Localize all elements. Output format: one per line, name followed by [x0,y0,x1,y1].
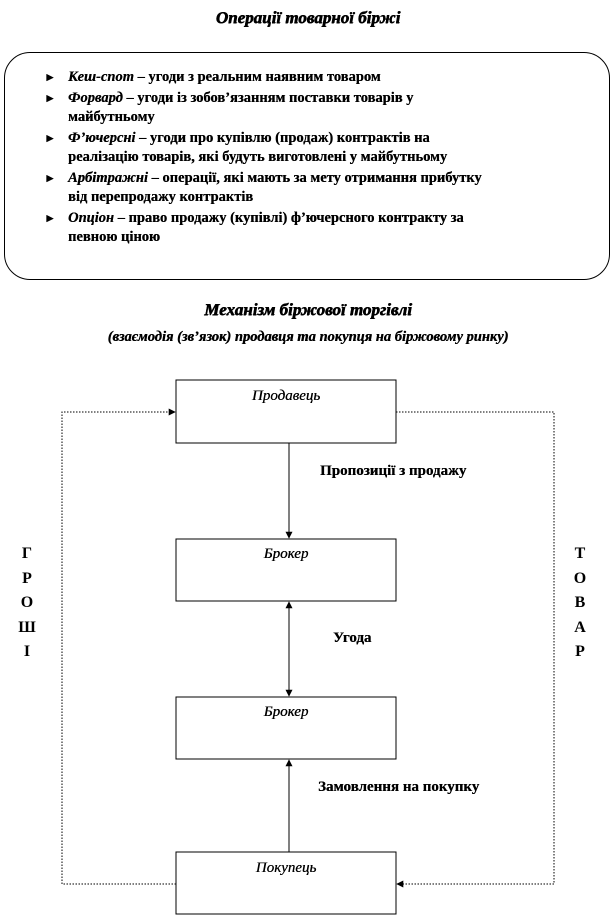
mechanism-title: Механізм біржової торгівлі [204,300,412,319]
goods-flow-line [396,412,554,884]
money-letter: О [20,594,34,611]
goods-letter: О [573,569,587,587]
operation-desc-cont: реалізацію товарів, які будуть виготовлені у майбутньому [68,149,448,165]
money-letter: Ш [18,618,36,636]
operation-desc-cont: певною ціною [68,229,160,245]
money-letter: Р [22,569,32,587]
operation-desc: – угоди із зобов’язанням поставки товарів у [122,90,414,106]
operation-desc-cont: від перепродажу контрактів [68,189,254,205]
operation-term: Кеш-спот [68,69,134,85]
bullet-arrow-icon: ► [44,70,56,84]
operation-desc: – операції, які мають за мету отримання прибутку [147,170,482,186]
operation-desc: – угоди про купівлю (продаж) контрактів на [135,130,430,146]
operation-term: Арбітражні [68,170,148,186]
offers-label: Пропозиції з продажу [320,463,467,479]
goods-letter: Т [574,545,586,562]
operation-desc-cont: майбутньому [68,109,155,125]
bullet-arrow-icon: ► [44,131,56,145]
bullet-arrow-icon: ► [44,91,56,105]
broker-top-label: Брокер [263,546,309,562]
bullet-arrow-icon: ► [44,171,56,185]
goods-letter: Р [575,643,585,660]
operation-term: Опціон [68,210,114,226]
operation-desc: – угоди з реальним наявним товаром [133,69,381,85]
operation-term: Форвард [68,90,123,106]
goods-letter: А [574,618,586,636]
money-flow-line [62,412,176,884]
mechanism-subtitle: (взаємодія (зв’язок) продавця та покупця на біржовому ринку) [107,329,509,345]
buyer-label: Покупець [255,860,317,876]
operation-term: Ф’ючерсні [68,130,136,146]
operations-title: Операції товарної біржі [215,8,401,27]
money-vertical-label [17,542,37,665]
deal-label: Угода [333,630,372,646]
goods-letter: В [574,594,586,611]
money-letter: Г [21,545,33,562]
operation-desc: – право продажу (купівлі) ф’ючерсного контракту за [113,210,464,226]
seller-label: Продавець [251,388,321,404]
goods-vertical-label [570,542,590,665]
orders-label: Замовлення на покупку [318,779,480,795]
broker-bottom-label: Брокер [263,704,309,720]
bullet-arrow-icon: ► [44,211,56,225]
money-letter: І [23,643,31,660]
